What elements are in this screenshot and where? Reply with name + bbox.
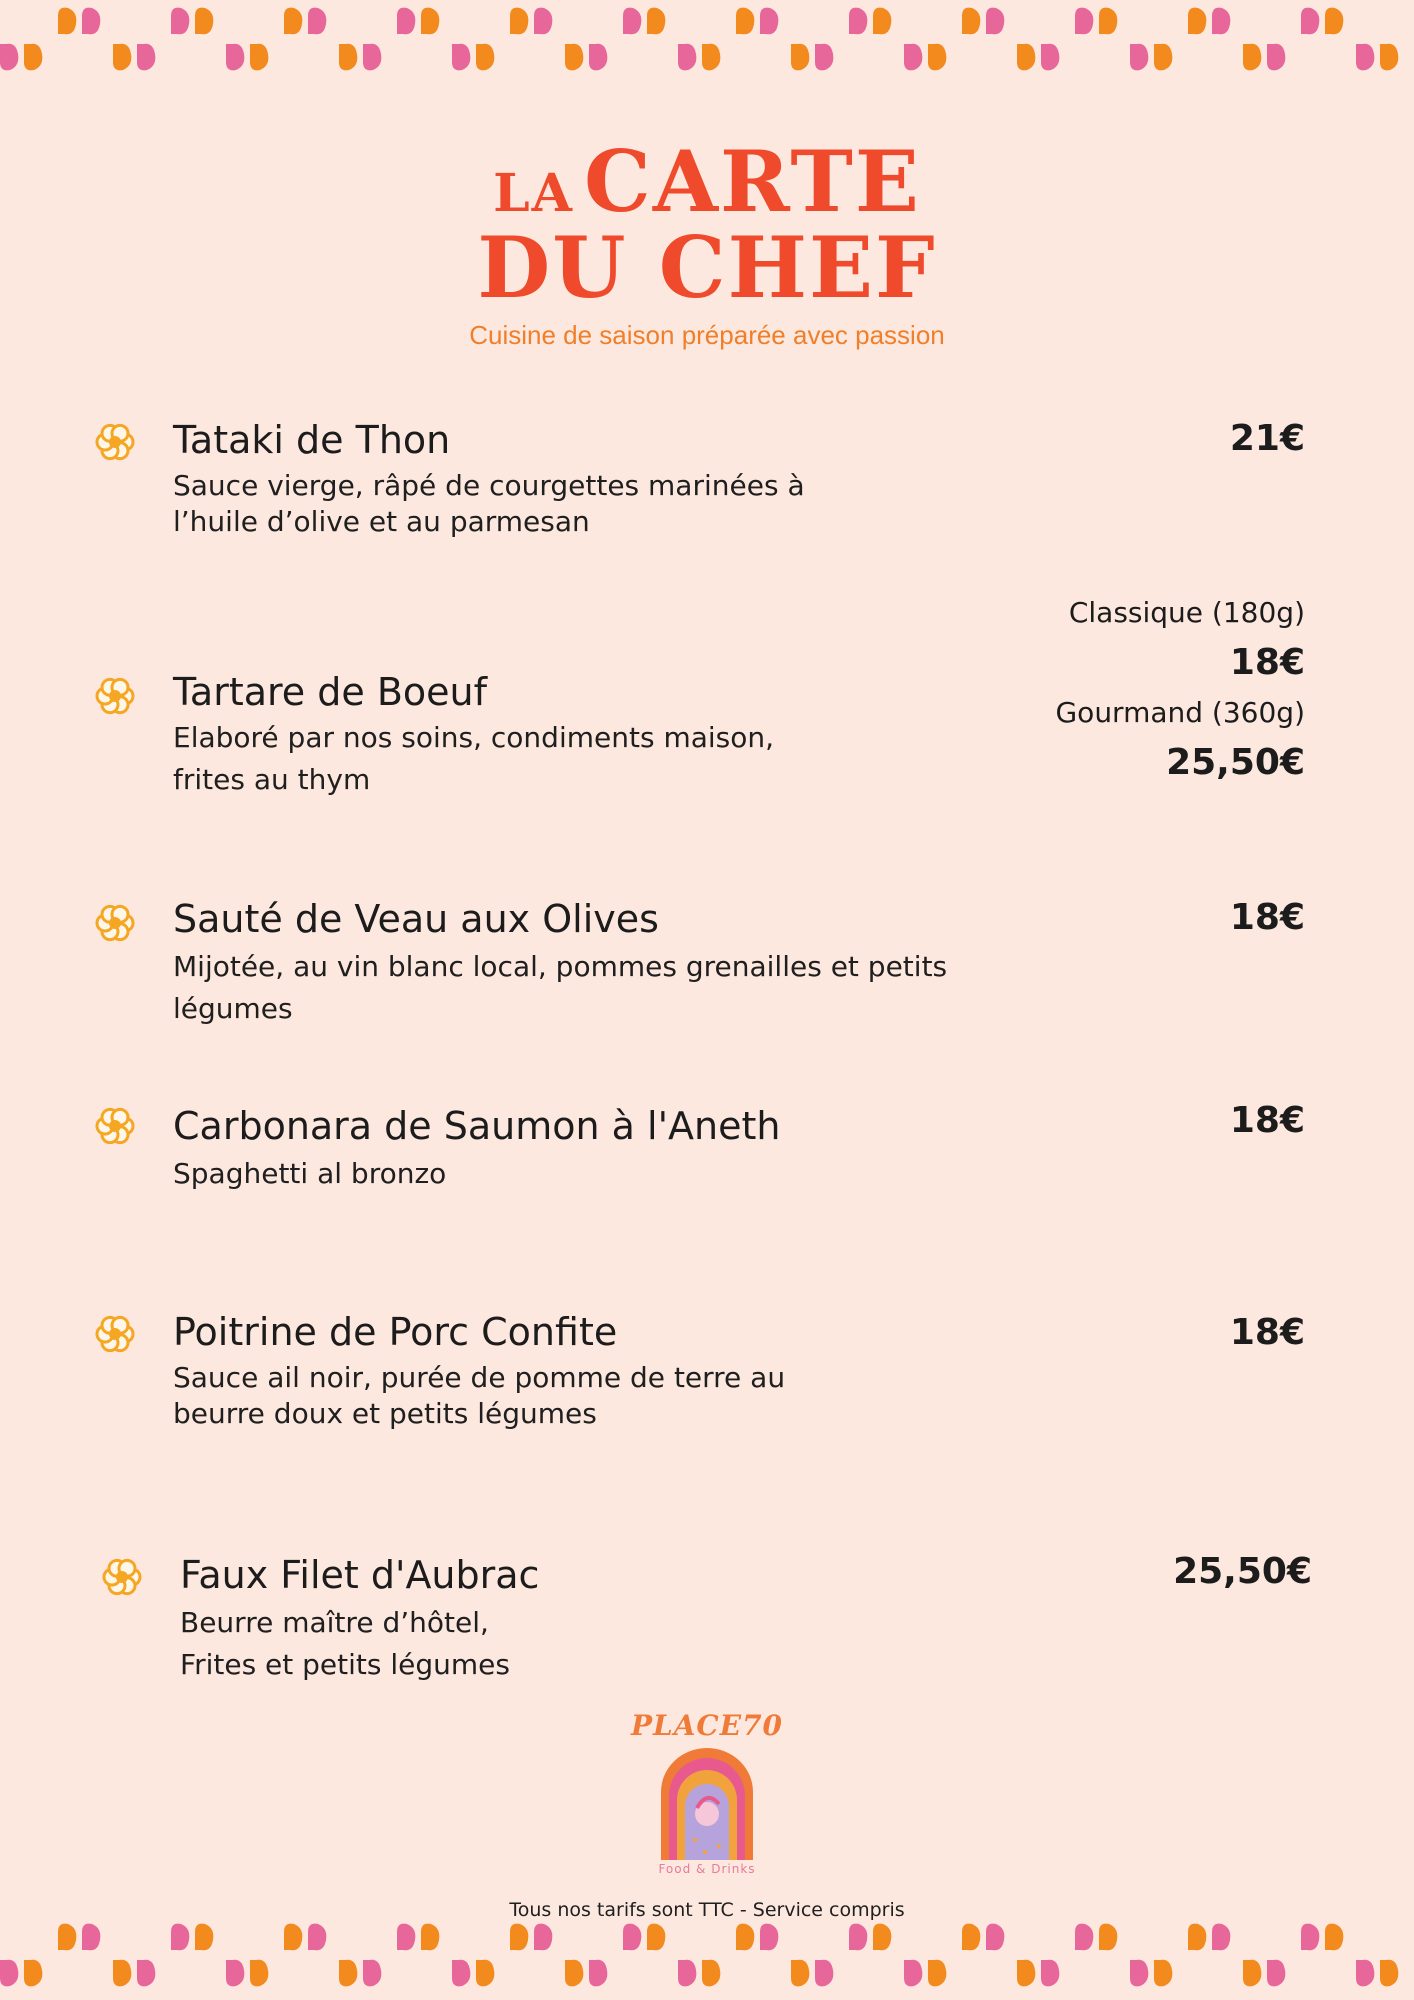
item-description-line: Frites et petits légumes — [180, 1648, 510, 1681]
item-description-line: frites au thym — [173, 763, 371, 796]
logo-tagline: Food & Drinks — [658, 1862, 756, 1876]
variant-price: 25,50€ — [1166, 742, 1305, 783]
arch-logo-emblem — [657, 1748, 757, 1860]
flower-icon — [95, 903, 135, 943]
variant-label: Gourmand (360g) — [1055, 696, 1305, 729]
item-description-line: beurre doux et petits légumes — [173, 1397, 597, 1430]
top-floral-border — [0, 0, 1414, 88]
item-description-line: Elaboré par nos soins, condiments maison, — [173, 721, 775, 754]
item-name: Sauté de Veau aux Olives — [173, 897, 659, 941]
item-description-line: Beurre maître d’hôtel, — [180, 1606, 489, 1639]
flower-icon — [95, 1106, 135, 1146]
title-line-2: DU CHEF — [477, 218, 937, 317]
item-description-line: Mijotée, au vin blanc local, pommes grenailles et petits — [173, 950, 948, 983]
item-name: Carbonara de Saumon à l'Aneth — [173, 1104, 781, 1148]
item-name: Poitrine de Porc Confite — [173, 1310, 618, 1354]
item-name: Tartare de Boeuf — [173, 670, 488, 714]
item-price: 21€ — [1229, 418, 1305, 459]
title-line-1: CARTE — [584, 132, 921, 231]
flower-icon — [95, 1314, 135, 1354]
item-name: Tataki de Thon — [173, 418, 451, 462]
item-description-line: l’huile d’olive et au parmesan — [173, 505, 590, 538]
menu-item — [102, 1551, 1342, 1681]
menu-item — [95, 1308, 1335, 1428]
flower-icon — [95, 676, 135, 716]
menu-item — [95, 1100, 1335, 1190]
menu-item — [95, 418, 1335, 538]
menu-subtitle: Cuisine de saison préparée avec passion — [469, 320, 945, 350]
bottom-floral-border — [0, 1908, 1414, 1996]
variant-price: 18€ — [1229, 642, 1305, 683]
item-description-line: Sauce vierge, râpé de courgettes marinées à — [173, 469, 805, 502]
menu-item — [95, 590, 1335, 810]
flower-icon — [102, 1557, 142, 1597]
item-price: 25,50€ — [1173, 1551, 1312, 1592]
title-prefix: LA — [493, 163, 574, 224]
menu-item — [95, 897, 1335, 1027]
item-description-line: Spaghetti al bronzo — [173, 1157, 447, 1190]
logo-name: PLACE70 — [630, 1709, 784, 1742]
footer-note: Tous nos tarifs sont TTC - Service compris — [509, 1899, 905, 1921]
item-description-line: légumes — [173, 992, 293, 1025]
item-price: 18€ — [1229, 1312, 1305, 1353]
menu-title — [0, 132, 1414, 317]
item-name: Faux Filet d'Aubrac — [180, 1553, 540, 1597]
item-description-line: Sauce ail noir, purée de pomme de terre au — [173, 1361, 786, 1394]
item-price: 18€ — [1229, 1100, 1305, 1141]
restaurant-logo — [607, 1709, 807, 1892]
variant-label: Classique (180g) — [1068, 596, 1305, 629]
flower-icon — [95, 422, 135, 462]
item-price: 18€ — [1229, 897, 1305, 938]
